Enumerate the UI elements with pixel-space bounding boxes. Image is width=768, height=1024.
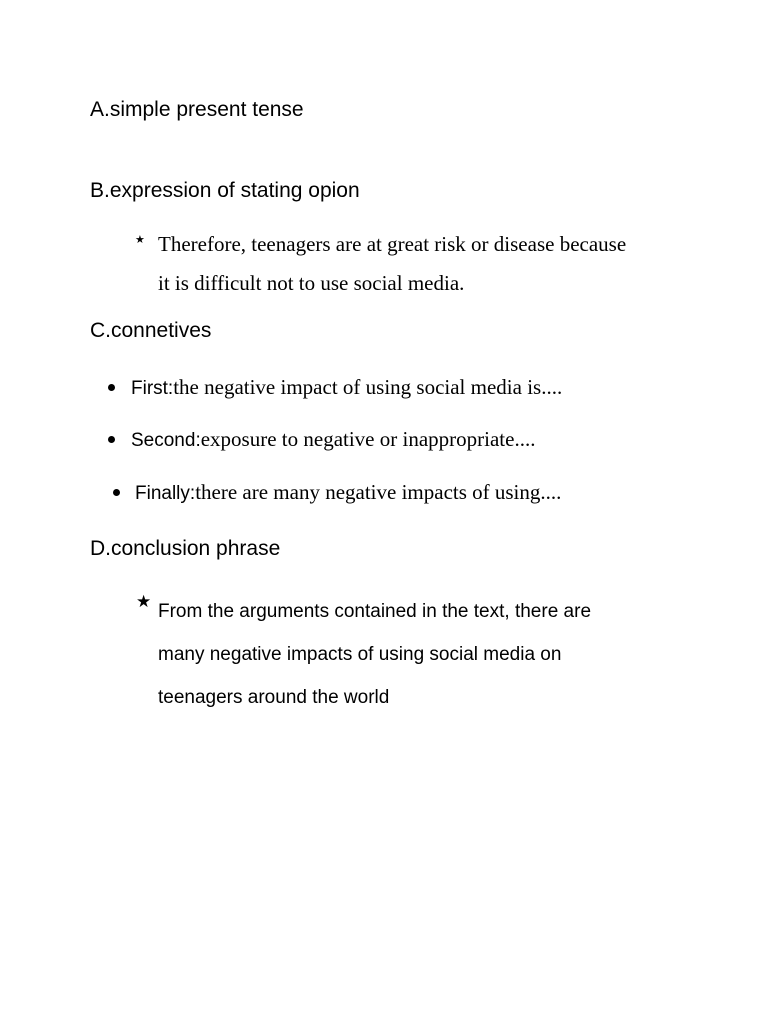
section-c-heading: C.connetives xyxy=(90,319,212,342)
list-item-lead: First: xyxy=(131,378,174,399)
list-item-text: exposure to negative or inappropriate.... xyxy=(200,427,536,451)
paragraph-line: teenagers around the world xyxy=(158,687,390,708)
bullet-dot xyxy=(108,436,115,443)
list-item-text: the negative impact of using social media is.... xyxy=(173,375,563,399)
paragraph-line: From the arguments contained in the text, there are xyxy=(158,601,592,622)
section-b-heading: B.expression of stating opion xyxy=(90,179,360,202)
list-item xyxy=(131,427,535,452)
bullet-dot xyxy=(113,489,120,496)
list-item-text: there are many negative impacts of using.... xyxy=(195,480,562,504)
list-item-lead: Second: xyxy=(131,430,201,451)
list-item-lead: Finally: xyxy=(135,483,196,504)
paragraph-line: many negative impacts of using social media on xyxy=(158,644,562,665)
section-d-heading: D.conclusion phrase xyxy=(90,537,281,560)
paragraph-line: it is difficult not to use social media. xyxy=(158,271,465,295)
section-d-paragraph xyxy=(158,590,678,719)
star-icon: ★ xyxy=(135,233,145,246)
section-a-heading: A.simple present tense xyxy=(90,98,304,121)
bullet-dot xyxy=(108,384,115,391)
section-b-paragraph xyxy=(158,225,678,303)
list-item xyxy=(135,480,561,505)
list-item xyxy=(131,375,562,400)
paragraph-line: Therefore, teenagers are at great risk or disease because xyxy=(158,232,627,256)
star-icon: ★ xyxy=(136,592,152,612)
